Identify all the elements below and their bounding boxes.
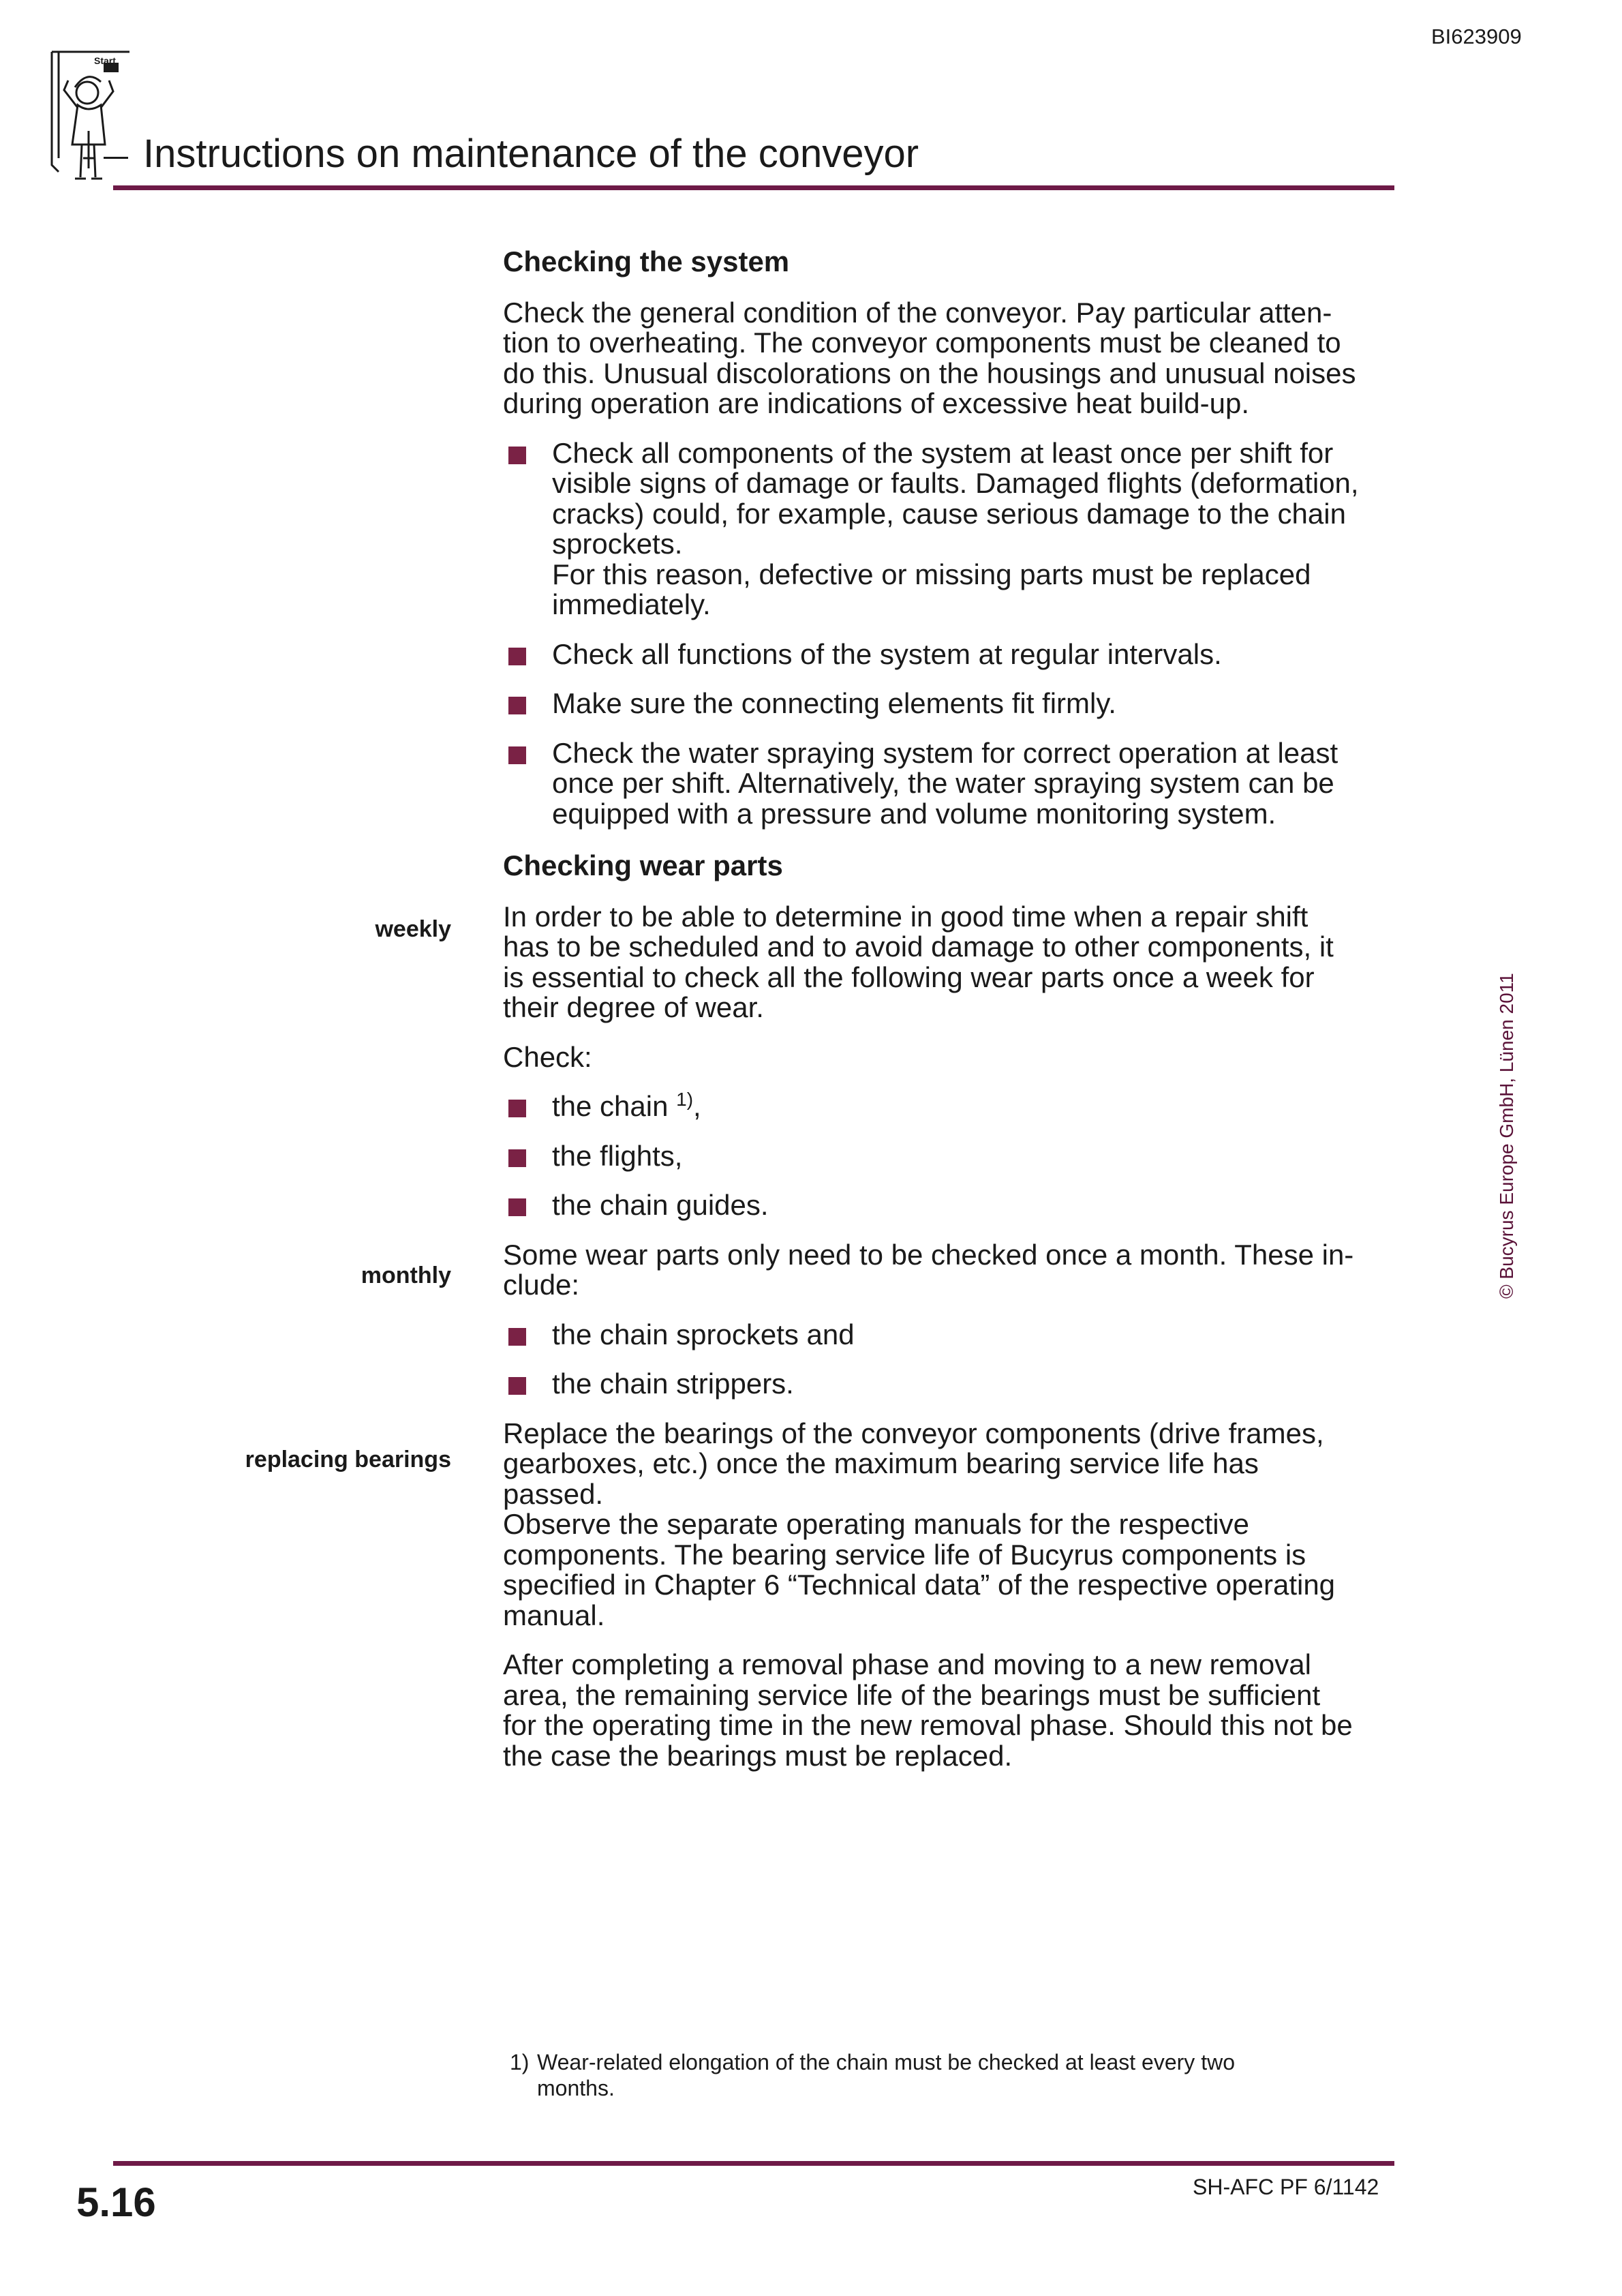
square-bullet-icon xyxy=(508,648,526,665)
list-item: the chain sprockets and xyxy=(503,1320,1396,1350)
page-title: Instructions on maintenance of the conveyor xyxy=(143,132,919,176)
list-item: the chain strippers. xyxy=(503,1369,1396,1400)
square-bullet-icon xyxy=(508,1198,526,1216)
monthly-text: Some wear parts only need to be checked once a month. These in- clude: xyxy=(503,1238,1354,1301)
check-label: Check: xyxy=(503,1040,592,1073)
square-bullet-icon xyxy=(508,1149,526,1167)
section-heading-wear-parts: Checking wear parts xyxy=(503,849,783,881)
main-content xyxy=(503,247,1396,1790)
list-item: Check the water spraying system for correct operation at least once per shift. Alternatively, the water spraying system can be equipped with a pressure and volume monitoring system. xyxy=(503,738,1396,830)
list-item: Check all components of the system at least once per shift for visible signs of damage or faults. Damaged flights (deformation, cracks) could, for example, cause serious damage to the chain sprockets. For this reason, defective or missing parts must be replaced immediately. xyxy=(503,438,1396,620)
header-rule xyxy=(113,185,1394,190)
footnote-text: Wear-related elongation of the chain must be checked at least every two months. xyxy=(537,2050,1235,2100)
bearings-text-removal: After completing a removal phase and moving to a new removal area, the remaining service life of the bearings must be sufficient for the operating time in the new removal phase. Should this not be the case the bearings must be replaced. xyxy=(503,1648,1353,1772)
list-item: Check all functions of the system at regular intervals. xyxy=(503,639,1396,670)
square-bullet-icon xyxy=(508,1328,526,1346)
weekly-text: In order to be able to determine in good time when a repair shift has to be scheduled and to avoid damage to other components, it is essential to check all the following wear parts once a week for their degree of wear. xyxy=(503,900,1334,1023)
document-reference: SH-AFC PF 6/1142 xyxy=(1193,2175,1379,2199)
square-bullet-icon xyxy=(508,447,526,464)
section-heading-checking-system: Checking the system xyxy=(503,245,790,277)
square-bullet-icon xyxy=(508,1100,526,1117)
weekly-label: weekly xyxy=(375,916,451,942)
list-item: the chain $^{1)}$, xyxy=(503,1091,1396,1122)
square-bullet-icon xyxy=(508,1377,526,1395)
square-bullet-icon xyxy=(508,697,526,714)
document-id: BI623909 xyxy=(1431,25,1522,48)
footnote xyxy=(510,2049,1362,2101)
start-label: Start xyxy=(94,55,116,66)
monthly-label: monthly xyxy=(361,1263,451,1288)
footnote-ref[interactable]: 1) xyxy=(676,1089,694,1110)
copyright-notice: © Bucyrus Europe GmbH, Lünen 2011 xyxy=(1496,973,1517,1299)
title-dash xyxy=(104,157,128,159)
system-intro: Check the general condition of the conveyor. Pay particular atten- tion to overheating. The conveyor components must be cleaned to do this. Unusual discolorations on the housings and unusual noises during operation are indications of excessive heat build-up. xyxy=(503,296,1356,419)
list-item: Make sure the connecting elements fit firmly. xyxy=(503,689,1396,719)
list-item: the flights, xyxy=(503,1141,1396,1172)
start-worker-icon xyxy=(48,49,134,183)
bearings-text: Replace the bearings of the conveyor components (drive frames, gearboxes, etc.) once the maximum bearing service life has passed. Observe the separate operating manuals for the respective components. The bearing service life of Bucyrus components is specified in Chapter 6 “Technical data” of the respective operating manual. xyxy=(503,1417,1336,1631)
bearings-label: replacing bearings xyxy=(245,1447,451,1472)
footer-rule xyxy=(113,2161,1394,2166)
square-bullet-icon xyxy=(508,746,526,764)
page-number: 5.16 xyxy=(76,2179,156,2225)
footnote-mark: 1) xyxy=(510,2050,530,2074)
list-item: the chain guides. xyxy=(503,1190,1396,1221)
